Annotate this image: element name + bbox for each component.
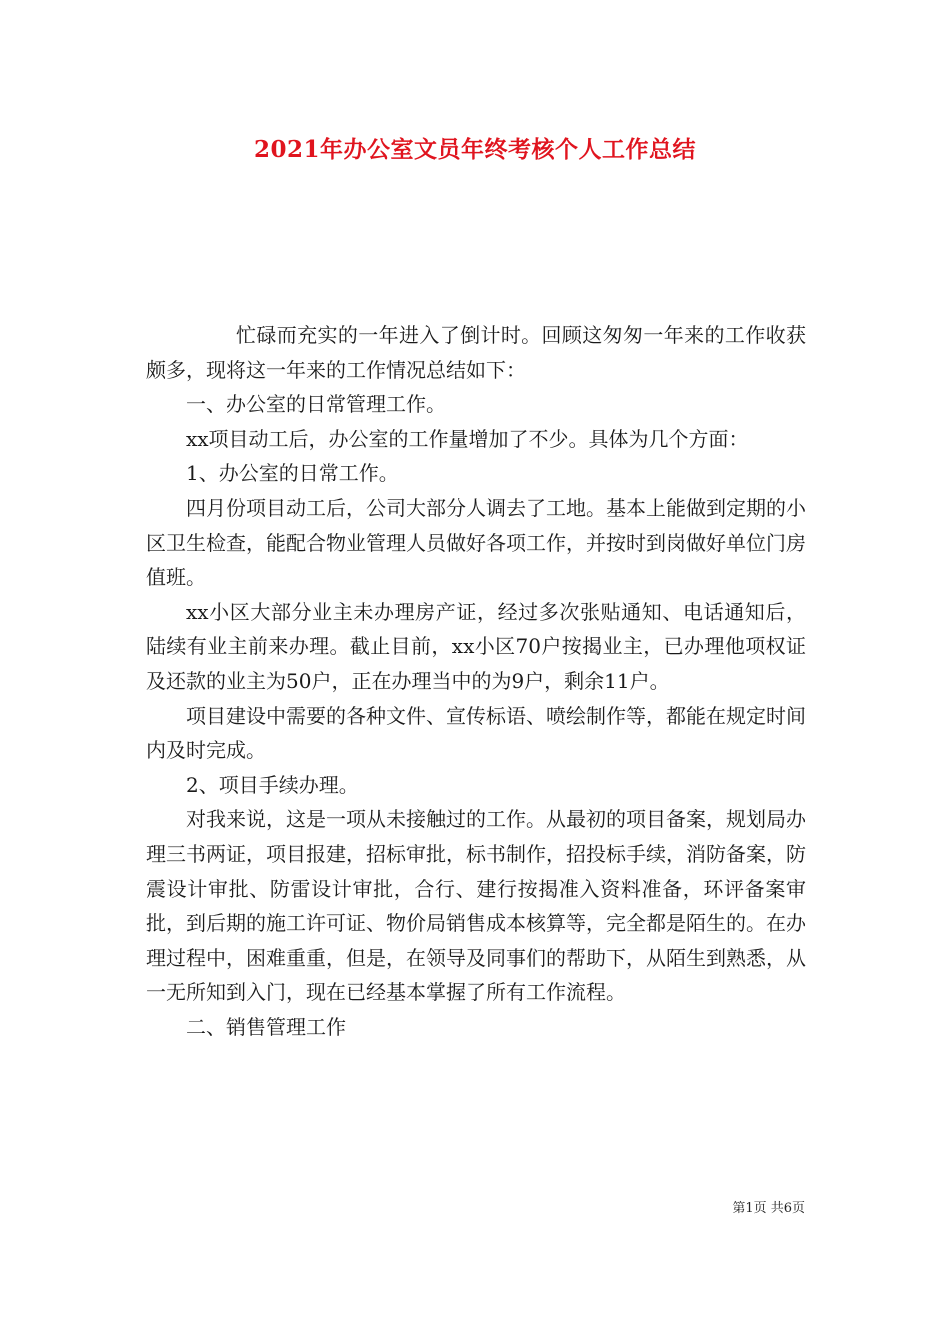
paragraph: xx小区大部分业主未办理房产证，经过多次张贴通知、电话通知后，陆续有业主前来办理。截止目前，xx小区70户按揭业主，已办理他项权证及还款的业主为50户，正在办理当中的为9户，剩余11户。 xyxy=(146,599,806,693)
section-heading-2: 二、销售管理工作 xyxy=(186,1014,346,1039)
page-number: 第1页 共6页 xyxy=(732,1201,805,1216)
subsection-heading-2: 2、项目手续办理。 xyxy=(186,772,359,797)
paragraph: xx项目动工后，办公室的工作量增加了不少。具体为几个方面： xyxy=(186,426,749,451)
paragraph-intro: 忙碌而充实的一年进入了倒计时。回顾这匆匆一年来的工作收获颇多，现将这一年来的工作情况总结如下： xyxy=(146,323,806,382)
paragraph: 项目建设中需要的各种文件、宣传标语、喷绘制作等，都能在规定时间内及时完成。 xyxy=(146,703,806,763)
document-title: 2021年办公室文员年终考核个人工作总结 xyxy=(253,136,696,163)
document-body xyxy=(146,318,806,1044)
paragraph: 四月份项目动工后，公司大部分人调去了工地。基本上能做到定期的小区卫生检查，能配合物业管理人员做好各项工作，并按时到岗做好单位门房值班。 xyxy=(146,495,806,590)
subsection-heading-1: 1、办公室的日常工作。 xyxy=(186,461,399,486)
paragraph: 对我来说，这是一项从未接触过的工作。从最初的项目备案，规划局办理三书两证，项目报建，招标审批，标书制作，招投标手续，消防备案，防震设计审批、防雷设计审批，合行、建行按揭准入资料准备，环评备案审批，到后期的施工许可证、物价局销售成本核算等，完全都是陌生的。在办理过程中，困难重重，但是，在领导及同事们的帮助下，从陌生到熟悉，从一无所知到入门，现在已经基本掌握了所有工作流程。 xyxy=(146,807,806,1005)
section-heading-1: 一、办公室的日常管理工作。 xyxy=(186,392,446,417)
